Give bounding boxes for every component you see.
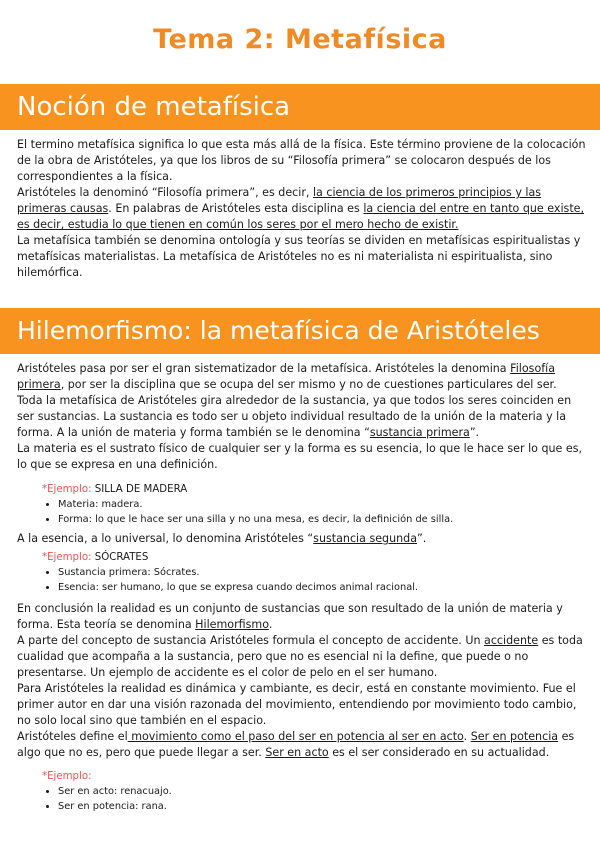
paragraph	[17, 601, 587, 633]
section-body-hilemorfismo-2	[17, 531, 587, 547]
paragraph: Para Aristóteles la realidad es dinámica y cambiante, es decir, está en constante movimiento. Fue el primer autor en dar una visión razonada del movimiento, entendiendo por movimiento todo cambio, no solo local sino que también en el espacio.	[17, 682, 577, 727]
page-title: Tema 2: Metafísica	[153, 24, 447, 55]
example-label: *Ejemplo:	[42, 552, 92, 563]
paragraph	[17, 531, 587, 547]
text-run: En conclusión la realidad es un conjunto de sustancias que son resultado de la unión de materia y forma. Esta teoría se denomina	[17, 602, 563, 631]
underlined-text: la ciencia del entre en tanto que existe, es decir, estudia lo que tienen en común los seres por el mero hecho de existir.	[17, 202, 585, 231]
underlined-text: Filosofía primera	[17, 362, 556, 391]
text-run: Aristóteles pasa por ser el gran sistematizador de la metafísica. Aristóteles la denomina	[17, 362, 511, 375]
list-item: • Esencia: ser humano, lo que se expresa cuando decimos animal racional.	[58, 580, 418, 595]
section-heading-nocion: Noción de metafísica	[0, 84, 600, 130]
example-label: *Ejemplo:	[42, 484, 92, 495]
text-run: ”.	[417, 532, 427, 545]
list-item: • Ser en potencia: rana.	[58, 799, 172, 814]
underlined-text: movimiento como el paso del ser en potencia al ser en acto	[127, 730, 464, 743]
text-run: A la esencia, a lo universal, lo denomina Aristóteles “	[17, 532, 314, 545]
underlined-text: Hilemorfismo	[195, 618, 269, 631]
paragraph	[17, 361, 587, 393]
text-run: ”.	[469, 426, 480, 439]
paragraph	[17, 633, 587, 681]
text-run: es el ser considerado en su actualidad.	[328, 746, 550, 759]
section-body-nocion	[17, 137, 587, 281]
paragraph: El termino metafísica significa lo que esta más allá de la física. Este término proviene de la colocación de la obra de Aristóteles, ya que los libros de su “Filosofía primera” se colocaron después de los correspondientes a la física.	[17, 138, 586, 183]
underlined-text: sustancia segunda	[313, 532, 417, 545]
text-run: .	[268, 618, 273, 631]
example-title: SÓCRATES	[91, 552, 149, 563]
text-run: Aristóteles define el	[17, 730, 128, 743]
example-block-socrates	[42, 550, 418, 595]
list-item: • Forma: lo que le hace ser una silla y no una mesa, es decir, la definición de silla.	[58, 512, 453, 527]
paragraph: La metafísica también se denomina ontología y sus teorías se dividen en metafísicas espiritualistas y metafísicas materialistas. La metafísica de Aristóteles no es ni materialista ni espiritualista, sino hilemórfica.	[17, 234, 581, 279]
section-body-hilemorfismo-1	[17, 361, 587, 473]
paragraph	[17, 729, 587, 761]
list-item: • Ser en acto: renacuajo.	[58, 784, 172, 799]
section-body-hilemorfismo-3	[17, 601, 587, 761]
paragraph: La materia es el sustrato físico de cualquier ser y la forma es su esencia, lo que le hace ser lo que es, lo que se expresa en una definición.	[17, 442, 583, 471]
text-run: . En palabras de Aristóteles esta disciplina es	[108, 202, 364, 215]
text-run: A parte del concepto de sustancia Aristóteles formula el concepto de accidente. Un	[17, 634, 485, 647]
example-list	[42, 565, 418, 595]
section-heading-hilemorfismo: Hilemorfismo: la metafísica de Aristóteles	[0, 308, 600, 354]
example-list	[42, 497, 453, 527]
example-title: SILLA DE MADERA	[91, 484, 188, 495]
text-run: es toda cualidad que acompaña a la sustancia, pero que no es esencial ni la define, que puede o no presentarse. Un ejemplo de accidente es el color de pelo en el ser humano.	[17, 634, 583, 679]
list-item: • Materia: madera.	[58, 497, 453, 512]
list-item: • Sustancia primera: Sócrates.	[58, 565, 418, 580]
example-heading	[42, 482, 453, 497]
example-block-silla	[42, 482, 453, 527]
underlined-text: sustancia primera	[369, 426, 470, 439]
paragraph	[17, 393, 587, 441]
underlined-text: Ser en potencia	[470, 730, 559, 743]
text-run: Toda la metafísica de Aristóteles gira alrededor de la sustancia, ya que todos los seres coinciden en ser sustancias. La sustancia es todo ser u objeto individual resultado de la unión de la materia y la forma. A la unión de materia y forma también se le denomina “	[17, 394, 572, 439]
text-run: Aristóteles la denominó “Filosofía primera”, es decir,	[17, 186, 313, 199]
example-label: *Ejemplo:	[42, 771, 92, 782]
underlined-text: Ser en acto	[265, 746, 329, 759]
example-block-renacuajo	[42, 769, 172, 814]
example-heading	[42, 550, 418, 565]
paragraph	[17, 185, 587, 233]
text-run: es algo que no es, pero que puede llegar a ser.	[17, 730, 575, 759]
text-run: .	[463, 730, 471, 743]
underlined-text: la ciencia de los primeros principios y las primeras causas	[17, 186, 542, 215]
example-heading	[42, 769, 172, 784]
underlined-text: accidente	[484, 634, 539, 647]
text-run: , por ser la disciplina que se ocupa del ser mismo y no de cuestiones particulares del ser.	[60, 378, 557, 391]
example-list	[42, 784, 172, 814]
